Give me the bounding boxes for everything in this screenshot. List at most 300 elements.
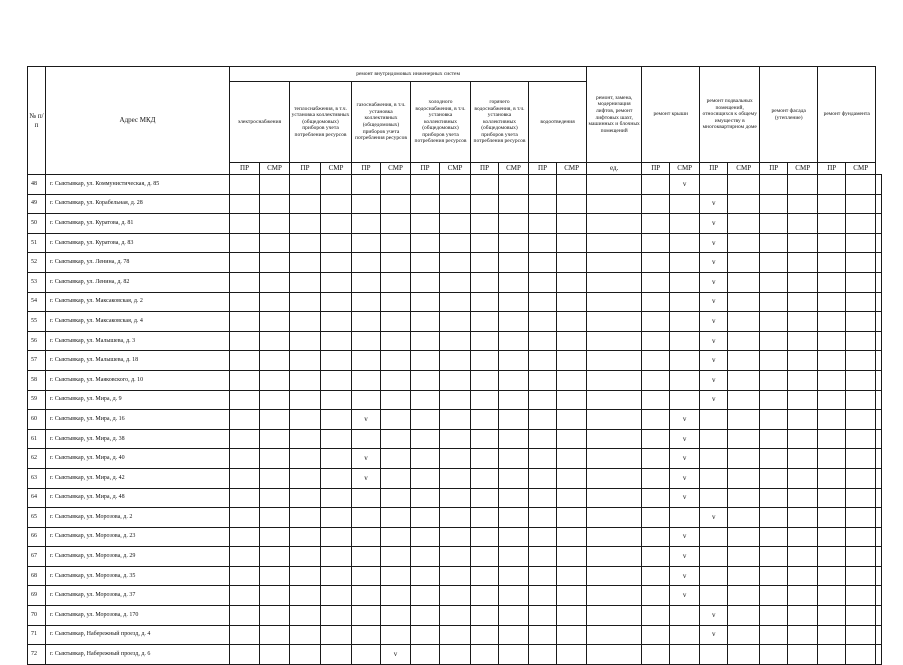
work-mark-cell [642,547,670,567]
work-mark-cell [876,566,882,586]
work-mark-cell [557,214,587,234]
work-mark-cell [818,194,846,214]
work-mark-cell [557,194,587,214]
work-mark-cell [760,272,788,292]
work-mark-cell [728,645,760,665]
work-mark-cell [876,292,882,312]
work-mark-cell [471,233,499,253]
work-mark-cell [290,214,321,234]
work-mark-cell [728,625,760,645]
work-mark-cell [411,645,440,665]
column-header-lifts: ремонт, замена, модернизация лифтов, ремонт лифтовых шахт, машинных и блочных помещений [587,67,642,163]
work-mark-cell [728,214,760,234]
work-mark-cell [411,586,440,606]
work-mark-cell [381,606,411,626]
table-row [28,331,882,351]
work-mark-cell [260,488,290,508]
work-mark-cell [290,625,321,645]
subheader-pr: ПР [471,163,499,175]
work-mark-cell [642,390,670,410]
work-mark-cell [440,312,471,332]
column-header-roof: ремонт крыши [642,67,700,163]
work-mark-cell [321,390,352,410]
work-mark-cell [321,194,352,214]
work-mark-cell [529,468,557,488]
work-mark-cell [760,566,788,586]
work-mark-cell [290,331,321,351]
work-mark-cell [557,370,587,390]
work-mark-cell [846,586,876,606]
work-mark-cell [846,351,876,371]
work-mark-cell: v [700,253,728,273]
work-mark-cell [230,194,260,214]
work-mark-cell [290,312,321,332]
work-mark-cell [440,175,471,195]
work-mark-cell [760,390,788,410]
work-mark-cell [290,508,321,528]
table-row [28,233,882,253]
work-mark-cell [352,272,381,292]
work-mark-cell [670,351,700,371]
work-mark-cell [381,586,411,606]
work-mark-cell: v [670,468,700,488]
work-mark-cell [290,370,321,390]
work-mark-cell [381,625,411,645]
work-mark-cell [381,272,411,292]
work-mark-cell [352,429,381,449]
work-mark-cell [440,410,471,430]
work-mark-cell [529,253,557,273]
work-mark-cell [230,175,260,195]
work-mark-cell [700,468,728,488]
work-mark-cell [728,370,760,390]
work-mark-cell [557,586,587,606]
work-mark-cell [471,272,499,292]
row-number: 67 [28,547,46,567]
work-mark-cell [760,547,788,567]
work-mark-cell [529,410,557,430]
work-mark-cell [670,508,700,528]
work-mark-cell: v [670,429,700,449]
work-mark-cell [290,175,321,195]
work-mark-cell [876,586,882,606]
work-mark-cell [642,331,670,351]
work-mark-cell [587,508,642,528]
work-mark-cell [471,449,499,469]
work-mark-cell: v [700,351,728,371]
work-mark-cell [876,488,882,508]
work-mark-cell [321,488,352,508]
work-mark-cell [352,351,381,371]
work-mark-cell [818,410,846,430]
work-mark-cell [381,468,411,488]
work-mark-cell [846,194,876,214]
work-mark-cell [587,606,642,626]
row-number: 69 [28,586,46,606]
work-mark-cell [290,429,321,449]
work-mark-cell [321,625,352,645]
row-number: 54 [28,292,46,312]
row-address: г. Сыктывкар, ул. Малышева, д. 18 [46,351,230,371]
work-mark-cell [846,214,876,234]
work-mark-cell [230,292,260,312]
work-mark-cell [788,214,818,234]
work-mark-cell [260,527,290,547]
work-mark-cell [700,566,728,586]
work-mark-cell [440,272,471,292]
work-mark-cell [876,351,882,371]
row-address: г. Сыктывкар, ул. Мира, д. 48 [46,488,230,508]
work-mark-cell [352,390,381,410]
work-mark-cell [529,547,557,567]
subheader-smr: СМР [440,163,471,175]
work-mark-cell [587,410,642,430]
work-mark-cell [846,468,876,488]
work-mark-cell [587,390,642,410]
work-mark-cell [381,547,411,567]
work-mark-cell [290,390,321,410]
subheader-pr: ПР [700,163,728,175]
work-mark-cell [529,449,557,469]
work-mark-cell [230,390,260,410]
work-mark-cell [352,547,381,567]
work-mark-cell [788,566,818,586]
work-mark-cell [587,449,642,469]
work-mark-cell [499,253,529,273]
work-mark-cell [642,586,670,606]
work-mark-cell: v [700,331,728,351]
work-mark-cell [411,292,440,312]
work-mark-cell [728,566,760,586]
work-mark-cell [670,370,700,390]
work-mark-cell [471,175,499,195]
work-mark-cell [321,175,352,195]
work-mark-cell [846,331,876,351]
work-mark-cell [352,606,381,626]
work-mark-cell [788,370,818,390]
row-address: г. Сыктывкар, ул. Ленина, д. 82 [46,272,230,292]
work-mark-cell [411,331,440,351]
work-mark-cell [260,547,290,567]
work-mark-cell [642,194,670,214]
work-mark-cell [230,468,260,488]
table-row [28,429,882,449]
work-mark-cell [440,351,471,371]
work-mark-cell [471,468,499,488]
work-mark-cell [381,390,411,410]
work-mark-cell [290,606,321,626]
work-mark-cell [230,625,260,645]
work-mark-cell [230,429,260,449]
row-address: г. Сыктывкар, ул. Корабельная, д. 28 [46,194,230,214]
work-mark-cell [321,410,352,430]
work-mark-cell [440,214,471,234]
work-mark-cell: v [700,292,728,312]
work-mark-cell [846,625,876,645]
work-mark-cell [846,175,876,195]
work-mark-cell [381,214,411,234]
work-mark-cell [321,253,352,273]
work-mark-cell [587,370,642,390]
work-mark-cell [728,253,760,273]
work-mark-cell [760,508,788,528]
work-mark-cell [499,272,529,292]
work-mark-cell [818,625,846,645]
work-mark-cell [818,586,846,606]
row-address: г. Сыктывкар, ул. Максаковская, д. 4 [46,312,230,332]
work-mark-cell [557,429,587,449]
work-mark-cell [760,429,788,449]
row-address: г. Сыктывкар, ул. Морозова, д. 2 [46,508,230,528]
work-mark-cell [642,292,670,312]
work-mark-cell: v [670,175,700,195]
row-address: г. Сыктывкар, ул. Мира, д. 38 [46,429,230,449]
work-mark-cell [260,331,290,351]
table-row [28,468,882,488]
row-number: 61 [28,429,46,449]
work-mark-cell [557,331,587,351]
column-header-sewerage: водоотведения [529,82,587,163]
work-mark-cell [876,606,882,626]
work-mark-cell [818,508,846,528]
work-mark-cell [260,272,290,292]
work-mark-cell [352,527,381,547]
work-mark-cell [788,508,818,528]
work-mark-cell [260,606,290,626]
work-mark-cell [381,253,411,273]
row-address: г. Сыктывкар, ул. Мира, д. 42 [46,468,230,488]
subheader-smr: СМР [381,163,411,175]
work-mark-cell [230,233,260,253]
work-mark-cell [788,449,818,469]
table-row [28,410,882,430]
work-mark-cell [818,214,846,234]
work-mark-cell [411,351,440,371]
work-mark-cell [642,566,670,586]
work-mark-cell [788,292,818,312]
work-mark-cell [818,566,846,586]
work-mark-cell [760,175,788,195]
work-mark-cell [381,175,411,195]
work-mark-cell [670,253,700,273]
work-mark-cell [499,566,529,586]
work-mark-cell [230,253,260,273]
work-mark-cell [499,351,529,371]
work-mark-cell [230,586,260,606]
work-mark-cell [760,370,788,390]
column-header-number: № п/п [28,67,46,175]
work-mark-cell [381,429,411,449]
work-mark-cell [818,390,846,410]
work-mark-cell [381,527,411,547]
work-mark-cell [670,312,700,332]
work-mark-cell [587,566,642,586]
work-mark-cell [321,351,352,371]
work-mark-cell [876,194,882,214]
work-mark-cell [440,331,471,351]
work-mark-cell [846,410,876,430]
work-mark-cell [290,194,321,214]
work-mark-cell [499,429,529,449]
work-mark-cell [499,214,529,234]
work-mark-cell [818,253,846,273]
row-number: 52 [28,253,46,273]
work-mark-cell [846,390,876,410]
work-mark-cell [411,449,440,469]
work-mark-cell [321,586,352,606]
work-mark-cell [642,508,670,528]
work-mark-cell [352,331,381,351]
work-mark-cell: v [700,390,728,410]
row-address: г. Сыктывкар, ул. Мира, д. 9 [46,390,230,410]
work-mark-cell [260,566,290,586]
work-mark-cell [352,312,381,332]
row-address: г. Сыктывкар, ул. Морозова, д. 29 [46,547,230,567]
work-mark-cell [818,527,846,547]
work-mark-cell [499,194,529,214]
table-row [28,390,882,410]
repair-program-table-sheet [27,66,882,665]
work-mark-cell [700,175,728,195]
subheader-pr: ПР [352,163,381,175]
work-mark-cell [876,625,882,645]
work-mark-cell [260,586,290,606]
work-mark-cell [471,566,499,586]
work-mark-cell [499,645,529,665]
work-mark-cell [788,410,818,430]
work-mark-cell [788,527,818,547]
work-mark-cell [760,351,788,371]
work-mark-cell: v [700,194,728,214]
work-mark-cell [846,449,876,469]
work-mark-cell [728,194,760,214]
work-mark-cell [321,468,352,488]
table-row [28,175,882,195]
work-mark-cell [471,351,499,371]
work-mark-cell [587,527,642,547]
subheader-pr: ПР [760,163,788,175]
subheader-smr: СМР [499,163,529,175]
work-mark-cell [529,194,557,214]
work-mark-cell [352,508,381,528]
work-mark-cell [557,606,587,626]
work-mark-cell [587,351,642,371]
row-number: 59 [28,390,46,410]
work-mark-cell [352,488,381,508]
work-mark-cell [670,194,700,214]
work-mark-cell [381,194,411,214]
work-mark-cell: v [670,488,700,508]
work-mark-cell [381,370,411,390]
work-mark-cell [587,272,642,292]
work-mark-cell [440,488,471,508]
work-mark-cell [670,625,700,645]
work-mark-cell [760,606,788,626]
work-mark-cell [557,625,587,645]
work-mark-cell [352,645,381,665]
work-mark-cell [788,625,818,645]
work-mark-cell [381,449,411,469]
work-mark-cell [557,312,587,332]
row-address: г. Сыктывкар, ул. Морозова, д. 170 [46,606,230,626]
column-header-heating: теплоснабжения, в т.ч. установка коллективных (общедомовых) приборов учета потребления ресурсов [290,82,352,163]
work-mark-cell [700,449,728,469]
work-mark-cell [499,292,529,312]
work-mark-cell [440,527,471,547]
work-mark-cell [321,272,352,292]
work-mark-cell [411,233,440,253]
work-mark-cell [818,312,846,332]
work-mark-cell [499,175,529,195]
work-mark-cell [260,625,290,645]
work-mark-cell [557,175,587,195]
work-mark-cell [728,175,760,195]
column-header-facade: ремонт фасада (утепление) [760,67,818,163]
table-row [28,449,882,469]
work-mark-cell [529,645,557,665]
work-mark-cell [321,331,352,351]
work-mark-cell [846,547,876,567]
work-mark-cell [471,331,499,351]
work-mark-cell [381,331,411,351]
work-mark-cell [290,351,321,371]
row-number: 66 [28,527,46,547]
table-row [28,527,882,547]
work-mark-cell [230,566,260,586]
row-address: г. Сыктывкар, ул. Куратова, д. 83 [46,233,230,253]
work-mark-cell [290,410,321,430]
work-mark-cell [700,645,728,665]
work-mark-cell [557,272,587,292]
work-mark-cell [642,253,670,273]
work-mark-cell [499,625,529,645]
work-mark-cell [700,527,728,547]
work-mark-cell [260,645,290,665]
work-mark-cell [440,468,471,488]
work-mark-cell [290,488,321,508]
work-mark-cell [321,214,352,234]
work-mark-cell [760,410,788,430]
work-mark-cell [818,547,846,567]
work-mark-cell [557,390,587,410]
work-mark-cell [471,508,499,528]
work-mark-cell [846,312,876,332]
work-mark-cell [876,253,882,273]
work-mark-cell: v [700,214,728,234]
work-mark-cell [352,625,381,645]
subheader-pr: ПР [529,163,557,175]
column-header-basement: ремонт подвальных помещений, относящихся к общему имуществу в многоквартирном доме [700,67,760,163]
work-mark-cell [260,508,290,528]
work-mark-cell [411,175,440,195]
work-mark-cell [788,233,818,253]
work-mark-cell [642,175,670,195]
work-mark-cell [876,547,882,567]
row-number: 64 [28,488,46,508]
work-mark-cell [321,312,352,332]
work-mark-cell [728,429,760,449]
work-mark-cell [411,625,440,645]
work-mark-cell: v [670,410,700,430]
work-mark-cell [642,272,670,292]
row-address: г. Сыктывкар, ул. Мира, д. 16 [46,410,230,430]
work-mark-cell [760,214,788,234]
work-mark-cell [728,547,760,567]
work-mark-cell [642,645,670,665]
work-mark-cell [760,449,788,469]
work-mark-cell [728,468,760,488]
work-mark-cell [876,645,882,665]
